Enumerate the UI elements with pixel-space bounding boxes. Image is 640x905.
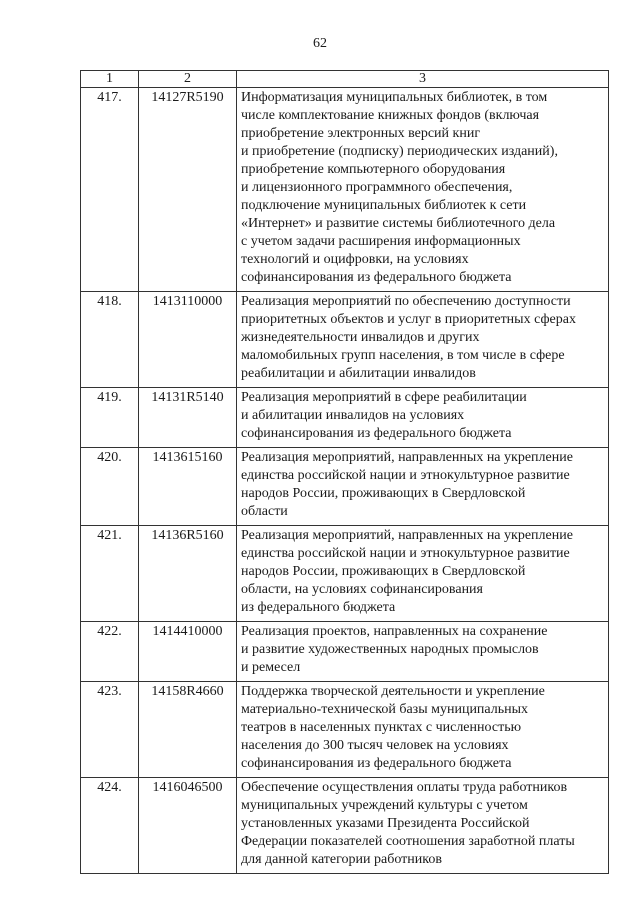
column-header-3: 3 — [237, 71, 609, 88]
description-line: и абилитации инвалидов на условиях — [241, 408, 465, 423]
description-line: Реализация мероприятий, направленных на укрепление — [241, 528, 573, 543]
description-line: из федерального бюджета — [241, 600, 396, 615]
description-line: населения до 300 тысяч человек на условиях — [241, 738, 509, 753]
description-line: единства российской нации и этнокультурное развитие — [241, 468, 570, 483]
table-row — [81, 292, 609, 388]
description-line: единства российской нации и этнокультурное развитие — [241, 546, 570, 561]
description-line: маломобильных групп населения, в том числе в сфере — [241, 348, 565, 363]
row-description — [237, 778, 609, 874]
page-number: 62 — [313, 36, 327, 51]
row-code: 14131R5140 — [139, 388, 237, 448]
table-row — [81, 778, 609, 874]
table-row — [81, 388, 609, 448]
table-row — [81, 622, 609, 682]
description-line: области — [241, 504, 288, 519]
row-number: 417. — [81, 88, 139, 292]
description-line: софинансирования из федерального бюджета — [241, 756, 512, 771]
row-code: 1414410000 — [139, 622, 237, 682]
row-description — [237, 682, 609, 778]
description-line: Федерации показателей соотношения заработной платы — [241, 834, 575, 849]
description-line: Поддержка творческой деятельности и укрепление — [241, 684, 545, 699]
row-number: 424. — [81, 778, 139, 874]
description-line: жизнедеятельности инвалидов и других — [241, 330, 480, 345]
description-line: Реализация проектов, направленных на сохранение — [241, 624, 548, 639]
description-line: Реализация мероприятий по обеспечению доступности — [241, 294, 571, 309]
row-description — [237, 622, 609, 682]
row-code: 1413615160 — [139, 448, 237, 526]
description-line: области, на условиях софинансирования — [241, 582, 483, 597]
description-line: для данной категории работников — [241, 852, 442, 867]
description-line: приобретение компьютерного оборудования — [241, 162, 506, 177]
row-code: 14136R5160 — [139, 526, 237, 622]
row-description — [237, 388, 609, 448]
column-header-2: 2 — [139, 71, 237, 88]
description-line: муниципальных учреждений культуры с учетом — [241, 798, 528, 813]
description-line: и ремесел — [241, 660, 301, 675]
row-number: 421. — [81, 526, 139, 622]
row-number: 422. — [81, 622, 139, 682]
description-line: и лицензионного программного обеспечения, — [241, 180, 513, 195]
description-line: народов России, проживающих в Свердловской — [241, 486, 526, 501]
row-number: 420. — [81, 448, 139, 526]
row-number: 418. — [81, 292, 139, 388]
description-line: софинансирования из федерального бюджета — [241, 270, 512, 285]
table-header-row — [81, 71, 609, 88]
table-body — [81, 88, 609, 874]
description-line: материально-технической базы муниципальных — [241, 702, 529, 717]
description-line: установленных указами Президента Российской — [241, 816, 530, 831]
description-line: софинансирования из федерального бюджета — [241, 426, 512, 441]
row-code: 1416046500 — [139, 778, 237, 874]
description-line: народов России, проживающих в Свердловской — [241, 564, 526, 579]
row-description — [237, 88, 609, 292]
row-description — [237, 448, 609, 526]
description-line: приобретение электронных версий книг — [241, 126, 481, 141]
budget-classification-table — [80, 70, 609, 874]
description-line: технологий и оцифровки, на условиях — [241, 252, 469, 267]
description-line: театров в населенных пунктах с численностью — [241, 720, 522, 735]
row-code: 14127R5190 — [139, 88, 237, 292]
row-code: 1413110000 — [139, 292, 237, 388]
description-line: числе комплектование книжных фондов (включая — [241, 108, 540, 123]
description-line: Обеспечение осуществления оплаты труда работников — [241, 780, 568, 795]
row-number: 423. — [81, 682, 139, 778]
row-number: 419. — [81, 388, 139, 448]
row-description — [237, 526, 609, 622]
description-line: приоритетных объектов и услуг в приоритетных сферах — [241, 312, 576, 327]
description-line: реабилитации и абилитации инвалидов — [241, 366, 476, 381]
table-row — [81, 526, 609, 622]
description-line: и приобретение (подписку) периодических изданий), — [241, 144, 558, 159]
description-line: Реализация мероприятий, направленных на укрепление — [241, 450, 573, 465]
description-line: подключение муниципальных библиотек к сети — [241, 198, 527, 213]
row-description — [237, 292, 609, 388]
description-line: и развитие художественных народных промыслов — [241, 642, 539, 657]
column-header-1: 1 — [81, 71, 139, 88]
description-line: с учетом задачи расширения информационных — [241, 234, 521, 249]
description-line: «Интернет» и развитие системы библиотечного дела — [241, 216, 556, 231]
row-code: 14158R4660 — [139, 682, 237, 778]
table-row — [81, 448, 609, 526]
table-row — [81, 88, 609, 292]
description-line: Информатизация муниципальных библиотек, в том — [241, 90, 548, 105]
table-row — [81, 682, 609, 778]
description-line: Реализация мероприятий в сфере реабилитации — [241, 390, 527, 405]
